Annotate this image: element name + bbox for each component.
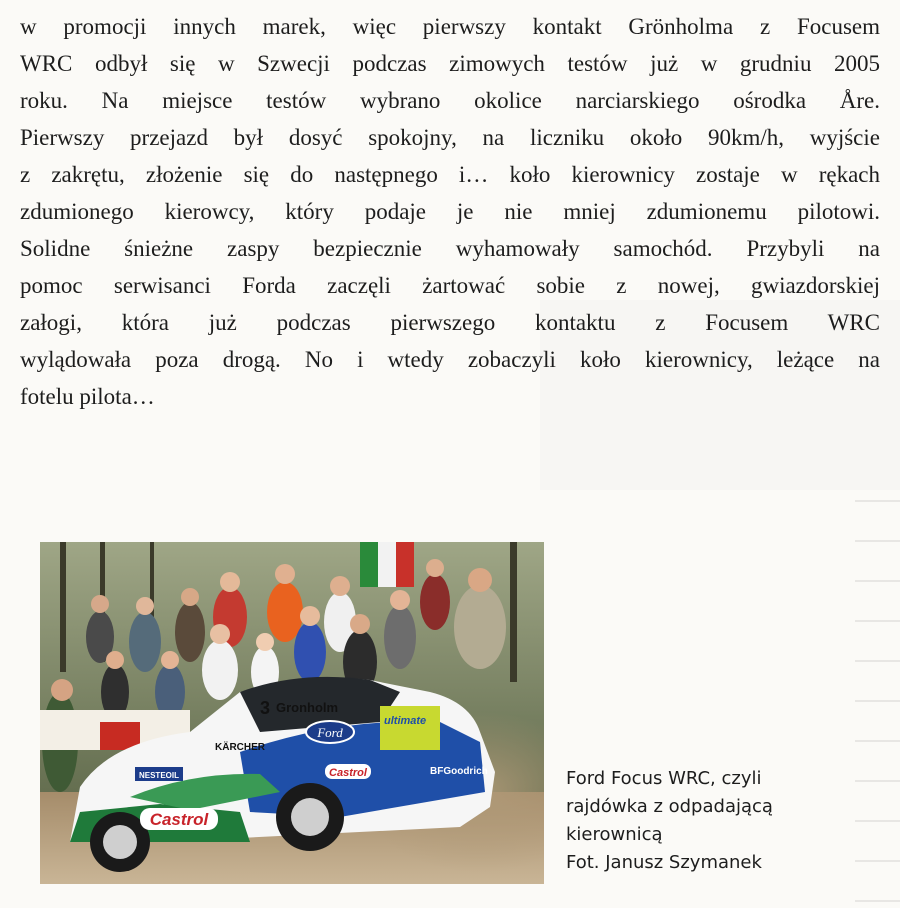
text-line: pomoc serwisanci Forda zaczęli żartować sobie z nowej, gwiazdorskiej (20, 273, 880, 298)
rally-car-illustration (40, 542, 544, 884)
ford-logo-text: Ford (317, 725, 343, 740)
photo-caption (566, 765, 866, 877)
text-line: załogi, która już podczas pierwszego kontaktu z Focusem WRC (20, 310, 880, 335)
caption-line: Ford Focus WRC, czyli (566, 768, 762, 789)
rally-car-photo (40, 542, 544, 884)
flag (360, 542, 414, 587)
caption-line: kierownicą (566, 824, 663, 845)
text-line: fotelu pilota… (20, 384, 155, 409)
text-line: WRC odbył się w Szwecji podczas zimowych testów już w grudniu 2005 (20, 51, 880, 76)
bfgoodrich-decal: BFGoodrich (430, 766, 488, 777)
photo-credit: Fot. Janusz Szymanek (566, 852, 762, 873)
ultimate-decal: ultimate (384, 715, 427, 727)
text-line: zdumionego kierowcy, który podaje je nie mniej zdumionemu pilotowi. (20, 199, 880, 224)
driver-name-decal: Gronholm (276, 700, 339, 715)
text-line: roku. Na miejsce testów wybrano okolice narciarskiego ośrodka Åre. (20, 88, 880, 113)
castrol-small-text: Castrol (329, 767, 367, 779)
nesteoil-decal: NESTEOIL (138, 771, 180, 780)
text-line: wylądowała poza drogą. No i wtedy zobaczyli koło kierownicy, leżące na (20, 347, 880, 372)
text-line: z zakrętu, złożenie się do następnego i… koło kierownicy zostaje w rękach (20, 162, 880, 187)
castrol-logo-text: Castrol (149, 810, 209, 829)
karcher-decal: KÄRCHER (215, 742, 265, 753)
text-line: w promocji innych marek, więc pierwszy kontakt Grönholma z Focusem (20, 14, 880, 39)
body-paragraph (20, 8, 880, 415)
text-line: Solidne śnieżne zaspy bezpiecznie wyhamowały samochód. Przybyli na (20, 236, 880, 261)
text-line: Pierwszy przejazd był dosyć spokojny, na liczniku około 90km/h, wyjście (20, 125, 880, 150)
car-number: 3 (260, 698, 271, 718)
caption-line: rajdówka z odpadającą (566, 796, 773, 817)
